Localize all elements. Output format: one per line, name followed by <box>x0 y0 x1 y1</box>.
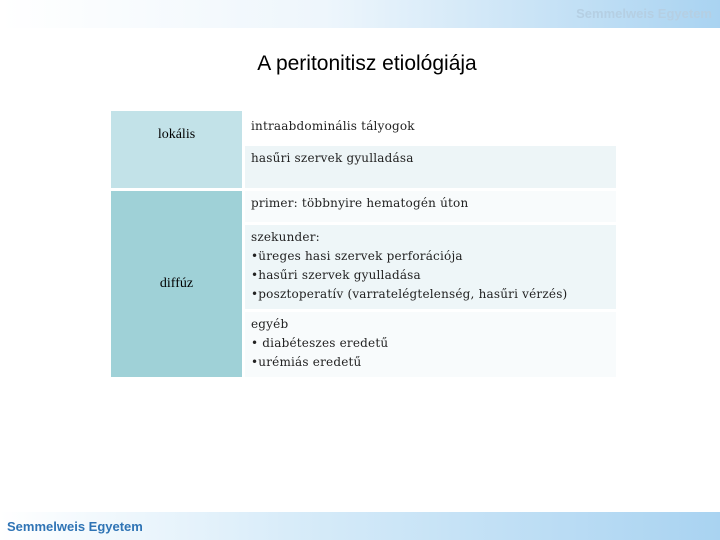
cell-hasuri <box>245 146 616 188</box>
cell-line: szekunder: <box>251 230 320 244</box>
brand-logo-bottom: Semmelweis Egyetem <box>7 519 143 534</box>
category-label: lokális <box>157 126 196 142</box>
cell-line: •posztoperatív (varratelégtelenség, hasűri vérzés) <box>251 287 568 301</box>
slide-title: A peritonitisz etiológiája <box>257 52 477 75</box>
cell-intraabdominal <box>245 114 616 144</box>
category-label: diffúz <box>159 276 194 291</box>
cell-primer <box>245 191 616 222</box>
cell-line: •hasűri szervek gyulladása <box>251 268 421 282</box>
category-diffuz <box>111 191 242 377</box>
category-lokalis <box>111 111 242 188</box>
cell-szekunder <box>245 225 616 309</box>
cell-text: primer: többnyire hematogén úton <box>251 196 469 210</box>
footer-bar <box>0 512 720 540</box>
cell-text: intraabdominális tályogok <box>251 119 415 133</box>
header-bar <box>0 0 720 28</box>
cell-line: egyéb <box>251 317 289 331</box>
cell-egyeb <box>245 312 616 377</box>
cell-line: • diabéteszes eredetű <box>251 336 389 350</box>
cell-line: •üreges hasi szervek perforációja <box>251 249 463 263</box>
cell-line: •urémiás eredetű <box>251 355 362 369</box>
cell-text: hasűri szervek gyulladása <box>251 151 414 165</box>
brand-logo-top: Semmelweis Egyetem <box>576 6 712 21</box>
